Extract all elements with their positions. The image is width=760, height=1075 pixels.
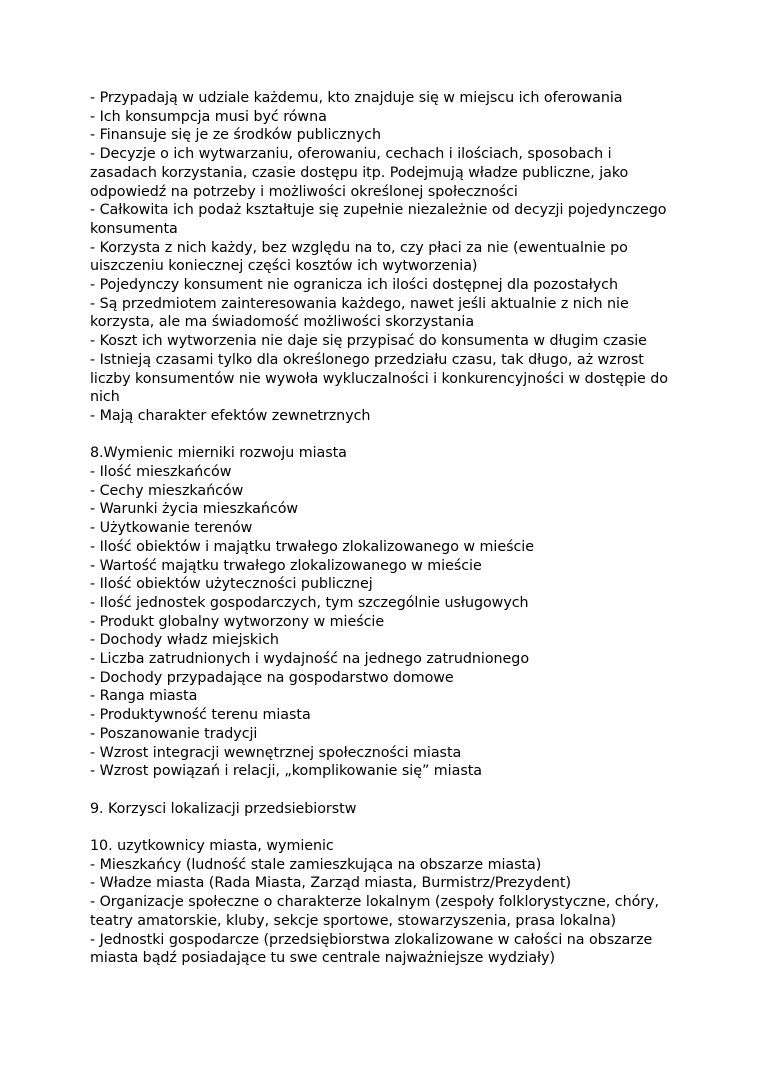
public-goods-features-list xyxy=(90,89,690,426)
text-line: - Decyzje o ich wytwarzaniu, oferowaniu, cechach i ilościach, sposobach i xyxy=(90,146,612,163)
section-heading: 10. uzytkownicy miasta, wymienic xyxy=(90,838,334,855)
section-10-city-users xyxy=(90,837,690,968)
list-item: - Produkt globalny wytworzony w mieście xyxy=(90,613,385,630)
list-item: - Ilość obiektów użyteczności publicznej xyxy=(90,576,373,593)
list-item: - Produktywność terenu miasta xyxy=(90,707,311,724)
text-line: korzysta, ale ma świadomość możliwości skorzystania xyxy=(90,314,475,331)
text-line: - Istnieją czasami tylko dla określonego przedziału czasu, tak długo, aż wzrost xyxy=(90,351,644,368)
list-item: - Władze miasta (Rada Miasta, Zarząd miasta, Burmistrz/Prezydent) xyxy=(90,875,572,892)
list-item: - Liczba zatrudnionych i wydajność na jednego zatrudnionego xyxy=(90,651,530,668)
text-line: uiszczeniu koniecznej części kosztów ich wytworzenia) xyxy=(90,258,478,275)
text-line: - Finansuje się je ze środków publicznych xyxy=(90,127,381,144)
text-line: konsumenta xyxy=(90,220,178,237)
list-item: - Wzrost integracji wewnętrznej społeczności miasta xyxy=(90,744,462,761)
section-heading: 8.Wymienic mierniki rozwoju miasta xyxy=(90,445,347,462)
list-item: - Wzrost powiązań i relacji, „komplikowanie się” miasta xyxy=(90,763,482,780)
text-line: nich xyxy=(90,389,120,406)
section-8-city-development-measures xyxy=(90,444,690,781)
text-line: - Ich konsumpcja musi być równa xyxy=(90,108,327,125)
list-item: - Wartość majątku trwałego zlokalizowanego w mieście xyxy=(90,557,482,574)
text-line: - Są przedmiotem zainteresowania każdego, nawet jeśli aktualnie z nich nie xyxy=(90,295,629,312)
list-item: - Mieszkańcy (ludność stale zamieszkująca na obszarze miasta) xyxy=(90,856,542,873)
text-line: - Korzysta z nich każdy, bez względu na to, czy płaci za nie (ewentualnie po xyxy=(90,239,628,256)
section-heading: 9. Korzysci lokalizacji przedsiebiorstw xyxy=(90,800,357,817)
text-line: - Mają charakter efektów zewnetrznych xyxy=(90,407,371,424)
text-line: - Koszt ich wytworzenia nie daje się przypisać do konsumenta w długim czasie xyxy=(90,333,647,350)
list-item: - Poszanowanie tradycji xyxy=(90,725,258,742)
list-item: - Ilość obiektów i majątku trwałego zlokalizowanego w mieście xyxy=(90,538,534,555)
list-item: - Dochody władz miejskich xyxy=(90,632,279,649)
list-item: - Dochody przypadające na gospodarstwo domowe xyxy=(90,669,454,686)
list-item: miasta bądź posiadające tu swe centrale najważniejsze wydziały) xyxy=(90,950,555,967)
list-item: - Jednostki gospodarcze (przedsiębiorstwa zlokalizowane w całości na obszarze xyxy=(90,931,653,948)
list-item: - Użytkowanie terenów xyxy=(90,520,253,537)
section-9-location-benefits xyxy=(90,800,690,819)
list-item: - Ilość mieszkańców xyxy=(90,464,232,481)
list-item: - Cechy mieszkańców xyxy=(90,482,244,499)
text-line: - Całkowita ich podaż kształtuje się zupełnie niezależnie od decyzji pojedynczego xyxy=(90,202,667,219)
text-line: odpowiedź na potrzeby i możliwości określonej społeczności xyxy=(90,183,518,200)
list-item: - Warunki życia mieszkańców xyxy=(90,501,299,518)
list-item: - Ilość jednostek gospodarczych, tym szczególnie usługowych xyxy=(90,594,529,611)
document-page xyxy=(90,89,690,987)
list-item: teatry amatorskie, kluby, sekcje sportowe, stowarzyszenia, prasa lokalna) xyxy=(90,912,617,929)
text-line: liczby konsumentów nie wywoła wykluczalności i konkurencyjności w dostępie do xyxy=(90,370,669,387)
list-item: - Ranga miasta xyxy=(90,688,198,705)
text-line: zasadach korzystania, czasie dostępu itp. Podejmują władze publiczne, jako xyxy=(90,164,629,181)
text-line: - Przypadają w udziale każdemu, kto znajduje się w miejscu ich oferowania xyxy=(90,90,623,106)
list-item: - Organizacje społeczne o charakterze lokalnym (zespoły folklorystyczne, chóry, xyxy=(90,894,660,911)
text-line: - Pojedynczy konsument nie ogranicza ich ilości dostępnej dla pozostałych xyxy=(90,277,618,294)
